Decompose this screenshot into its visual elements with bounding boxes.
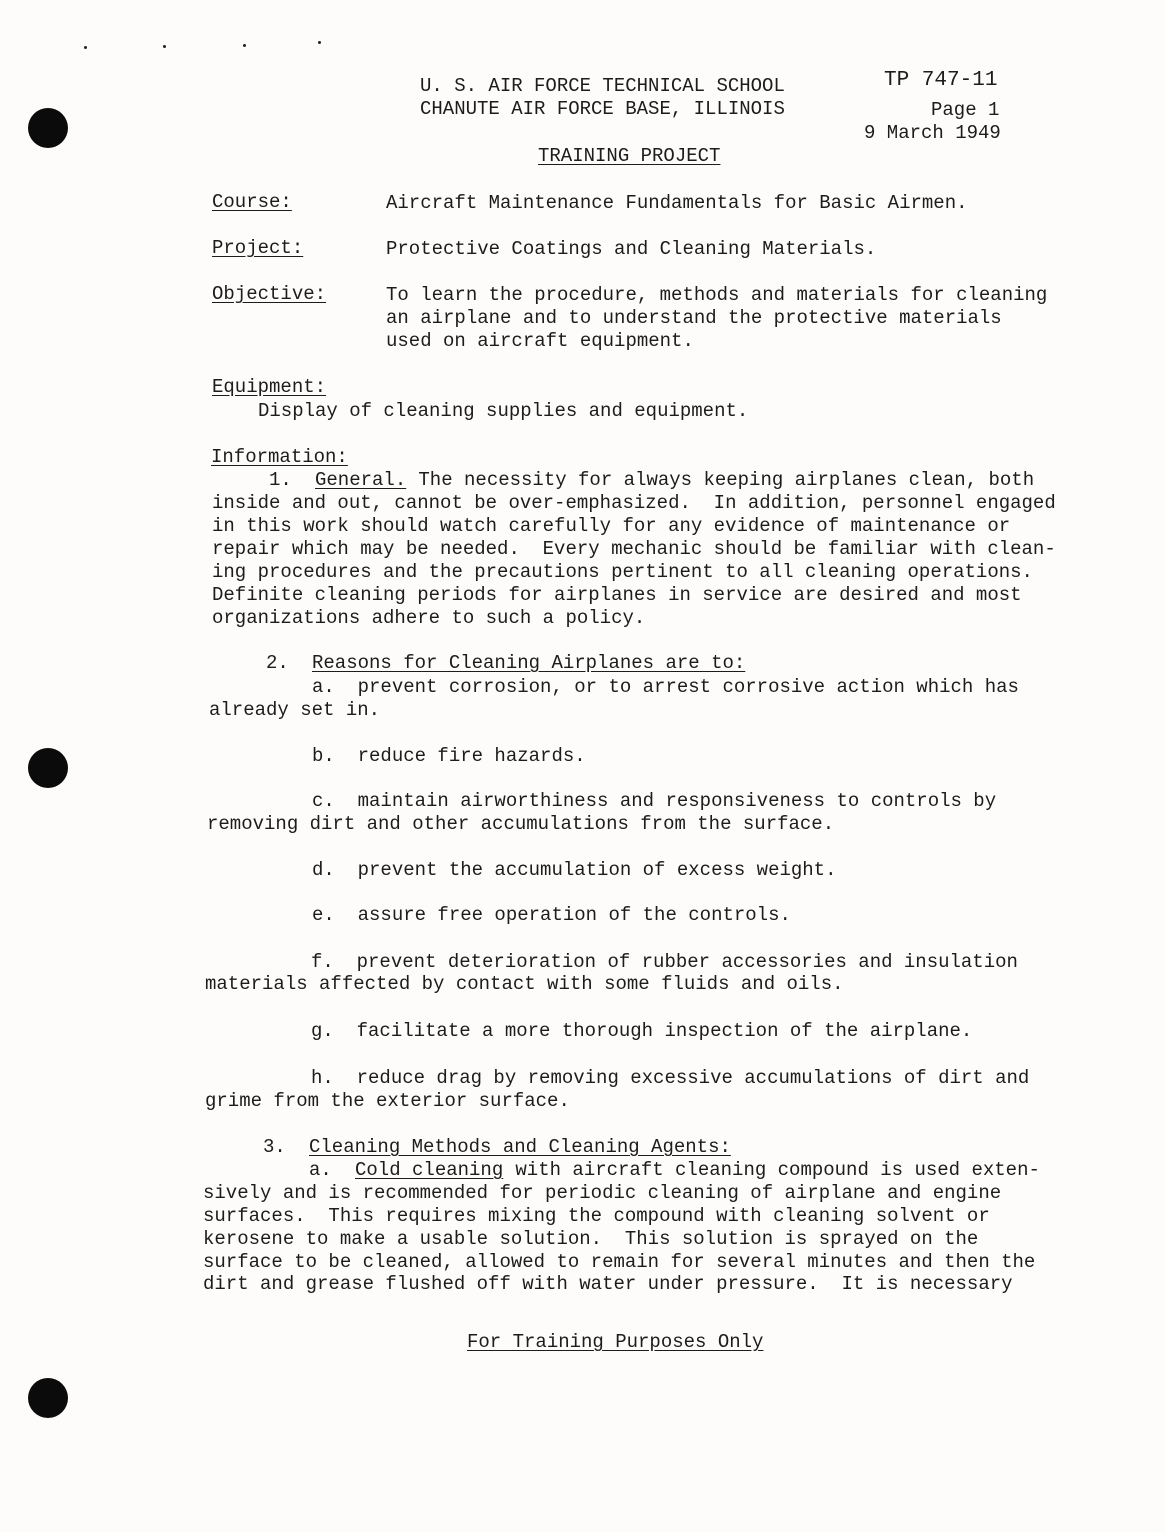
course-label: Course: bbox=[212, 191, 292, 213]
course-value: Aircraft Maintenance Fundamentals for Basic Airmen. bbox=[386, 192, 968, 214]
speck bbox=[243, 44, 246, 47]
general-line: organizations adhere to such a policy. bbox=[212, 607, 646, 629]
speck bbox=[84, 46, 87, 49]
general-line: ing procedures and the precautions pertinent to all cleaning operations. bbox=[212, 561, 1033, 583]
document-title: TRAINING PROJECT bbox=[538, 145, 721, 167]
punch-hole-middle bbox=[28, 748, 68, 788]
reason-item: c. maintain airworthiness and responsiveness to controls by bbox=[312, 790, 997, 812]
reasons-number: 2. bbox=[266, 652, 289, 674]
speck bbox=[318, 41, 321, 44]
equipment-text: Display of cleaning supplies and equipment. bbox=[258, 400, 749, 422]
objective-line: used on aircraft equipment. bbox=[386, 330, 694, 352]
project-value: Protective Coatings and Cleaning Materials. bbox=[386, 238, 877, 260]
punch-hole-bottom bbox=[28, 1378, 68, 1418]
general-title: General. bbox=[315, 469, 407, 491]
general-line: repair which may be needed. Every mechanic should be familiar with clean- bbox=[212, 538, 1056, 560]
method-a-title: Cold cleaning bbox=[355, 1159, 504, 1181]
method-line: kerosene to make a usable solution. This solution is sprayed on the bbox=[203, 1228, 979, 1250]
method-line: surfaces. This requires mixing the compound with cleaning solvent or bbox=[203, 1205, 990, 1227]
reason-item: g. facilitate a more thorough inspection of the airplane. bbox=[311, 1020, 973, 1042]
page-number: Page 1 bbox=[931, 99, 1000, 121]
base-name: CHANUTE AIR FORCE BASE, ILLINOIS bbox=[420, 98, 785, 120]
equipment-heading: Equipment: bbox=[212, 376, 327, 398]
reason-item: materials affected by contact with some fluids and oils. bbox=[205, 973, 844, 995]
footer-note: For Training Purposes Only bbox=[467, 1331, 764, 1353]
methods-title: Cleaning Methods and Cleaning Agents: bbox=[309, 1136, 731, 1158]
information-heading: Information: bbox=[211, 446, 348, 468]
document-number: TP 747-11 bbox=[884, 69, 998, 92]
reasons-title: Reasons for Cleaning Airplanes are to: bbox=[312, 652, 746, 674]
reason-item: b. reduce fire hazards. bbox=[312, 745, 586, 767]
methods-number: 3. bbox=[263, 1136, 286, 1158]
general-line: Definite cleaning periods for airplanes in service are desired and most bbox=[212, 584, 1022, 606]
project-label: Project: bbox=[212, 237, 304, 259]
reason-item: a. prevent corrosion, or to arrest corrosive action which has bbox=[312, 676, 1019, 698]
reason-item: d. prevent the accumulation of excess weight. bbox=[312, 859, 837, 881]
method-a-label: a. bbox=[309, 1159, 332, 1181]
general-line: The necessity for always keeping airplanes clean, both bbox=[407, 469, 1035, 491]
reason-item: e. assure free operation of the controls. bbox=[312, 904, 791, 926]
objective-line: an airplane and to understand the protective materials bbox=[386, 307, 1002, 329]
objective-label: Objective: bbox=[212, 283, 327, 305]
method-line: dirt and grease flushed off with water under pressure. It is necessary bbox=[203, 1273, 1013, 1295]
general-number: 1. bbox=[269, 469, 292, 491]
reason-item: already set in. bbox=[209, 699, 381, 721]
method-line: with aircraft cleaning compound is used exten- bbox=[504, 1159, 1040, 1181]
method-line: surface to be cleaned, allowed to remain for several minutes and then the bbox=[203, 1251, 1036, 1273]
speck bbox=[163, 45, 166, 48]
general-line: inside and out, cannot be over-emphasized. In addition, personnel engaged bbox=[212, 492, 1056, 514]
reason-item: f. prevent deterioration of rubber accessories and insulation bbox=[311, 951, 1018, 973]
document-date: 9 March 1949 bbox=[864, 122, 1001, 144]
school-name: U. S. AIR FORCE TECHNICAL SCHOOL bbox=[420, 75, 785, 97]
objective-line: To learn the procedure, methods and materials for cleaning bbox=[386, 284, 1048, 306]
punch-hole-top bbox=[28, 108, 68, 148]
general-line: in this work should watch carefully for any evidence of maintenance or bbox=[212, 515, 1011, 537]
reason-item: h. reduce drag by removing excessive accumulations of dirt and bbox=[311, 1067, 1030, 1089]
reason-item: grime from the exterior surface. bbox=[205, 1090, 570, 1112]
method-line: sively and is recommended for periodic cleaning of airplane and engine bbox=[203, 1182, 1002, 1204]
reason-item: removing dirt and other accumulations from the surface. bbox=[207, 813, 835, 835]
